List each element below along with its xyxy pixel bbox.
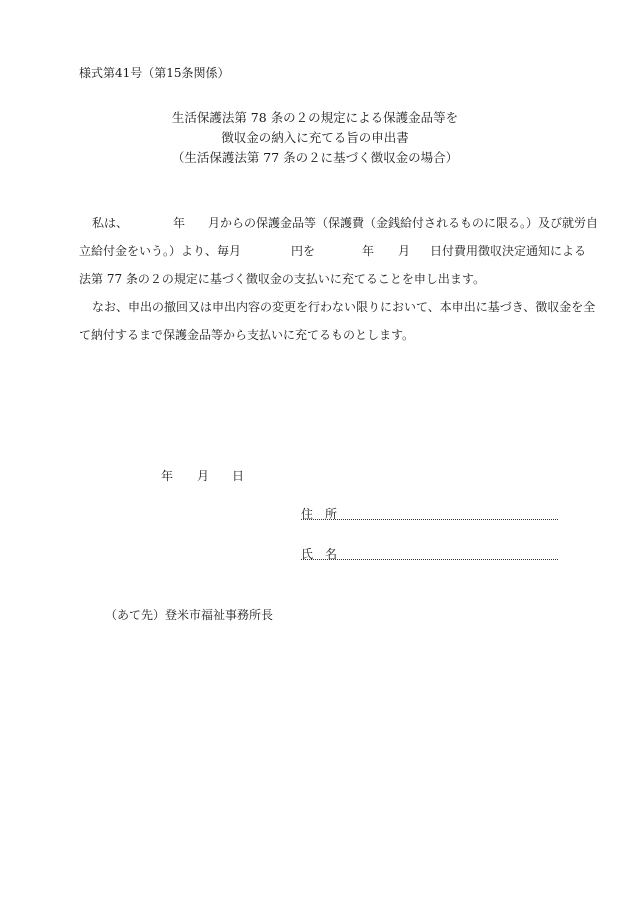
body-p1-b: 月からの保護金品等（保護費（金銭給付されるものに限る。）及び就労自 bbox=[208, 216, 599, 230]
body-p1-year: 年 bbox=[173, 216, 186, 230]
date-day: 日 bbox=[232, 469, 245, 483]
addressee: （あて先）登米市福祉事務所長 bbox=[105, 608, 274, 622]
date-year: 年 bbox=[161, 469, 174, 483]
form-number: 様式第41号（第15条関係） bbox=[79, 66, 230, 80]
date-month: 月 bbox=[197, 469, 210, 483]
body-p2-a: 立給付金をいう。）より、毎月 bbox=[79, 244, 242, 258]
body-p1-a: 私は、 bbox=[92, 216, 129, 230]
name-line[interactable] bbox=[301, 559, 558, 560]
name-label: 氏 名 bbox=[301, 547, 338, 561]
address-label: 住 所 bbox=[301, 507, 338, 521]
body-p2-yen: 円を bbox=[291, 244, 316, 258]
title-line-3: （生活保護法第 77 条の２に基づく徴収金の場合） bbox=[171, 150, 459, 165]
body-p2-year: 年 bbox=[362, 244, 375, 258]
body-p3: 法第 77 条の２の規定に基づく徴収金の支払いに充てることを申し出ます。 bbox=[79, 272, 485, 286]
title-line-2: 徴収金の納入に充てる旨の申出書 bbox=[221, 130, 409, 145]
body-p2-b: 日付費用徴収決定通知による bbox=[430, 244, 587, 258]
title-line-1: 生活保護法第 78 条の２の規定による保護金品等を bbox=[171, 110, 459, 125]
body-p4: なお、申出の撤回又は申出内容の変更を行わない限りにおいて、本申出に基づき、徴収金を全 bbox=[92, 300, 596, 314]
body-p2-month: 月 bbox=[398, 244, 411, 258]
body-p5: て納付するまで保護金品等から支払いに充てるものとします。 bbox=[79, 328, 415, 342]
address-line[interactable] bbox=[301, 519, 558, 520]
